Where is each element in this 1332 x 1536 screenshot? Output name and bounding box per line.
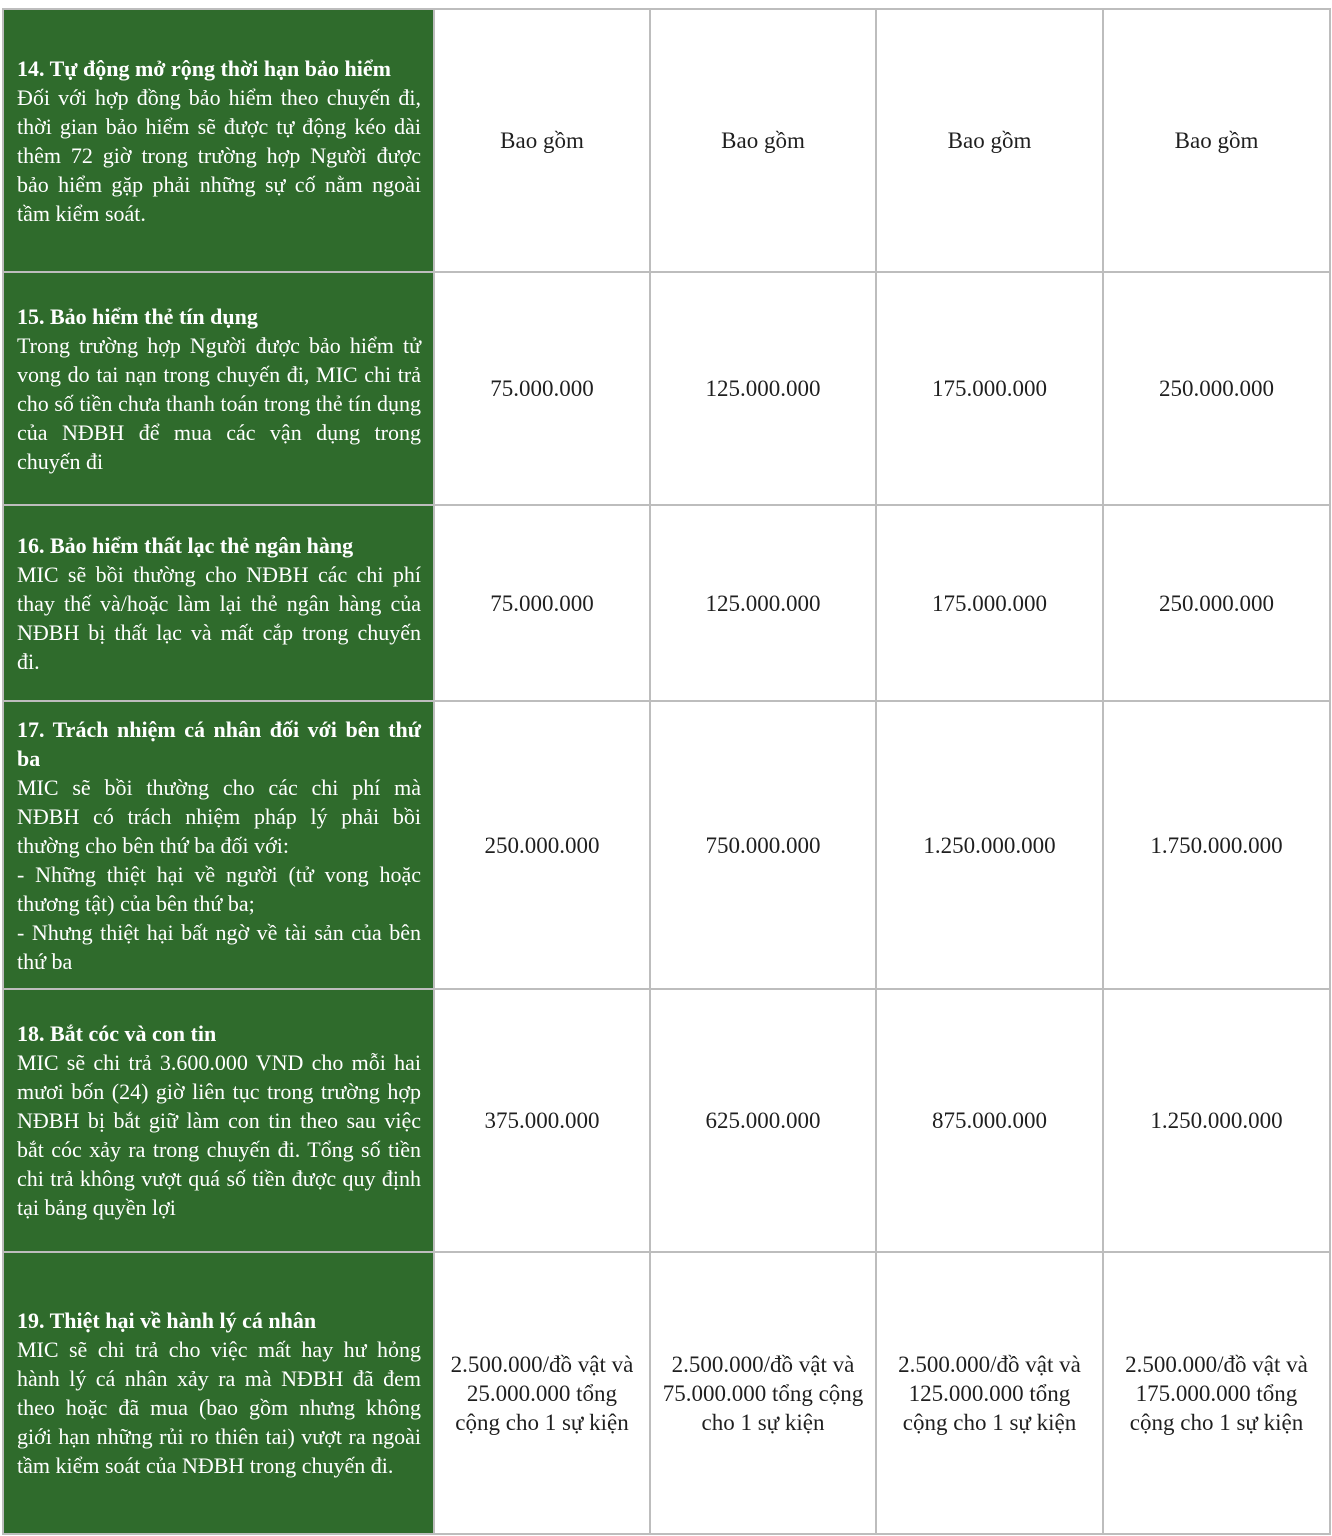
benefits-table [2, 8, 1331, 1535]
benefit-value-cell: 375.000.000 [434, 989, 650, 1252]
table-row [3, 9, 1330, 272]
benefit-description-cell [3, 272, 434, 505]
benefit-body: MIC sẽ chi trả 3.600.000 VND cho mỗi hai mươi bốn (24) giờ liên tục trong trường hợp NĐBH bị bắt giữ làm con tin theo sau việc bắt cóc xảy ra trong chuyến đi. Tổng số tiền chi trả không vượt quá số tiền được quy định tại bảng quyền lợi [17, 1050, 421, 1220]
benefit-value-cell: 875.000.000 [876, 989, 1103, 1252]
benefit-description-cell [3, 701, 434, 989]
benefit-title: 14. Tự động mở rộng thời hạn bảo hiểm [17, 55, 391, 81]
table-row [3, 1252, 1330, 1534]
benefit-value-cell: 75.000.000 [434, 272, 650, 505]
benefit-body: MIC sẽ chi trả cho việc mất hay hư hỏng hành lý cá nhân xảy ra mà NĐBH đã đem theo hoặc đã mua (bao gồm nhưng không giới hạn những rủi ro thiên tai) vượt ra ngoài tầm kiểm soát của NĐBH trong chuyến đi. [17, 1337, 421, 1478]
benefit-value-cell: 175.000.000 [876, 505, 1103, 701]
benefit-value-cell: 625.000.000 [650, 989, 876, 1252]
benefit-value-cell: 75.000.000 [434, 505, 650, 701]
benefit-value-cell: 2.500.000/đồ vật và 75.000.000 tổng cộng cho 1 sự kiện [650, 1252, 876, 1534]
benefit-title: 15. Bảo hiểm thẻ tín dụng [17, 303, 258, 329]
benefit-title: 18. Bắt cóc và con tin [17, 1021, 217, 1046]
table-row [3, 505, 1330, 701]
benefit-value-cell: 750.000.000 [650, 701, 876, 989]
benefit-value-cell: 2.500.000/đồ vật và 175.000.000 tổng cộng cho 1 sự kiện [1103, 1252, 1330, 1534]
benefit-body: MIC sẽ bồi thường cho NĐBH các chi phí thay thế và/hoặc làm lại thẻ ngân hàng của NĐBH bị thất lạc và mất cắp trong chuyến đi. [17, 561, 421, 674]
benefit-value-cell: Bao gồm [876, 9, 1103, 272]
benefit-value-cell: Bao gồm [434, 9, 650, 272]
benefit-value-cell: 250.000.000 [1103, 272, 1330, 505]
benefit-value-cell: 1.250.000.000 [1103, 989, 1330, 1252]
benefit-body: MIC sẽ bồi thường cho các chi phí mà NĐBH có trách nhiệm pháp lý phải bồi thường cho bên thứ ba đối với: - Những thiệt hại về người (tử vong hoặc thương tật) của bên thứ ba; - Nhưng thiệt hại bất ngờ về tài sản của bên thứ ba [17, 774, 421, 974]
benefit-value-cell: 250.000.000 [434, 701, 650, 989]
benefit-value-cell: Bao gồm [650, 9, 876, 272]
benefit-value-cell: 2.500.000/đồ vật và 25.000.000 tổng cộng cho 1 sự kiện [434, 1252, 650, 1534]
benefit-description-cell [3, 9, 434, 272]
benefit-description-cell [3, 989, 434, 1252]
benefit-value-cell: 250.000.000 [1103, 505, 1330, 701]
benefit-value-cell: 1.250.000.000 [876, 701, 1103, 989]
benefit-body: Đối với hợp đồng bảo hiểm theo chuyến đi, thời gian bảo hiểm sẽ được tự động kéo dài thêm 72 giờ trong trường hợp Người được bảo hiểm gặp phải những sự cố nằm ngoài tầm kiểm soát. [17, 84, 421, 226]
benefits-table-container [2, 8, 1329, 1535]
benefit-value-cell: 1.750.000.000 [1103, 701, 1330, 989]
benefit-body: Trong trường hợp Người được bảo hiểm tử vong do tai nạn trong chuyến đi, MIC chi trả cho số tiền chưa thanh toán trong thẻ tín dụng của NĐBH để mua các vận dụng trong chuyến đi [17, 332, 421, 474]
benefit-description-cell [3, 1252, 434, 1534]
table-row [3, 272, 1330, 505]
benefit-title: 19. Thiệt hại về hành lý cá nhân [17, 1308, 317, 1333]
benefit-value-cell: 125.000.000 [650, 505, 876, 701]
benefit-title: 17. Trách nhiệm cá nhân đối với bên thứ ba [17, 716, 421, 771]
benefit-value-cell: 125.000.000 [650, 272, 876, 505]
benefit-title: 16. Bảo hiểm thất lạc thẻ ngân hàng [17, 532, 354, 558]
benefit-value-cell: 2.500.000/đồ vật và 125.000.000 tổng cộng cho 1 sự kiện [876, 1252, 1103, 1534]
table-row [3, 989, 1330, 1252]
benefit-value-cell: Bao gồm [1103, 9, 1330, 272]
benefit-description-cell [3, 505, 434, 701]
table-row [3, 701, 1330, 989]
benefit-value-cell: 175.000.000 [876, 272, 1103, 505]
